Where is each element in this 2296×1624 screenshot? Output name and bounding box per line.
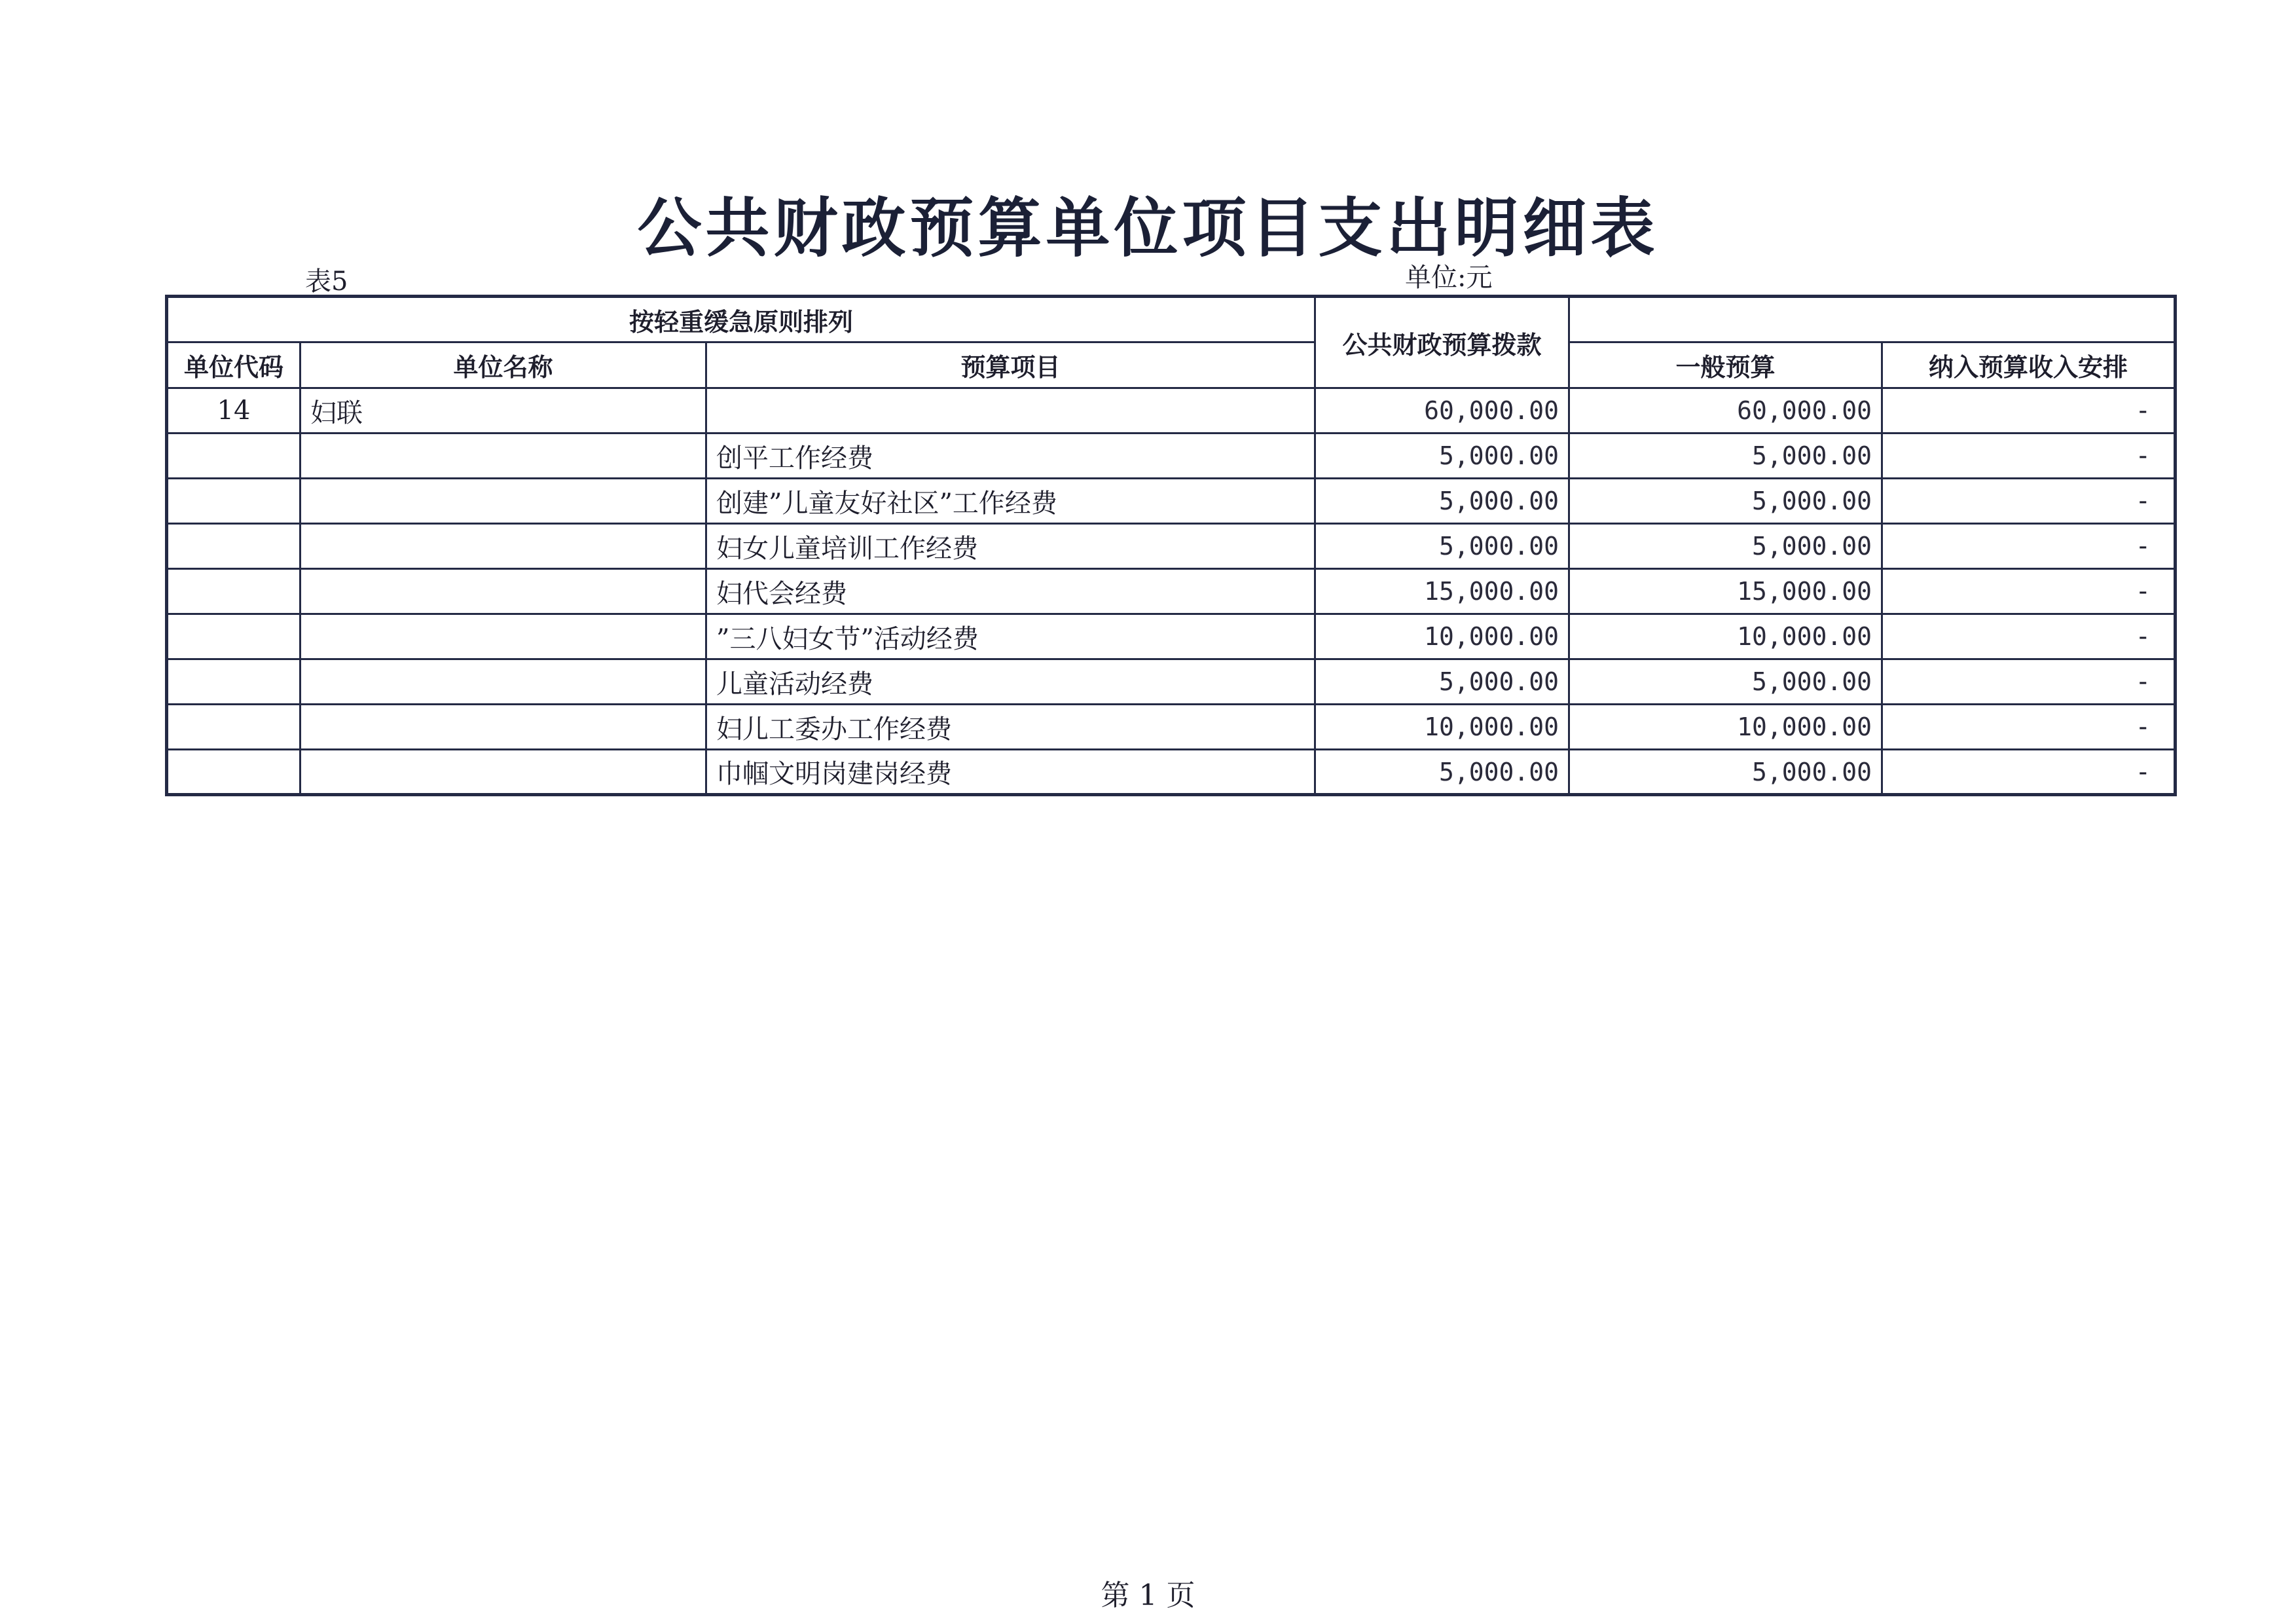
appropriation-cell: 5,000.00 xyxy=(1315,524,1569,569)
appropriation-cell: 5,000.00 xyxy=(1315,750,1569,795)
unit-name-cell xyxy=(301,750,706,795)
budget-item-cell: 创平工作经费 xyxy=(706,434,1315,479)
included-income-cell: - xyxy=(1882,388,2176,434)
budget-item-cell: 妇儿工委办工作经费 xyxy=(706,705,1315,750)
included-income-cell: - xyxy=(1882,569,2176,614)
unit-code-cell xyxy=(167,614,301,659)
appropriation-cell: 15,000.00 xyxy=(1315,569,1569,614)
unit-code-cell xyxy=(167,569,301,614)
budget-item-cell: ”三八妇女节”活动经费 xyxy=(706,614,1315,659)
table-row xyxy=(167,479,2176,524)
table-row xyxy=(167,524,2176,569)
appropriation-header: 公共财政预算拨款 xyxy=(1315,297,1569,388)
table-row xyxy=(167,569,2176,614)
unit-name-cell: 妇联 xyxy=(301,388,706,434)
unit-code-cell xyxy=(167,705,301,750)
unit-name-cell xyxy=(301,479,706,524)
budget-item-cell: 妇女儿童培训工作经费 xyxy=(706,524,1315,569)
budget-item-cell: 儿童活动经费 xyxy=(706,659,1315,705)
page-number: 第 1 页 xyxy=(1101,1579,1195,1612)
unit-name-header: 单位名称 xyxy=(301,342,706,388)
included-income-cell: - xyxy=(1882,659,2176,705)
appropriation-cell: 60,000.00 xyxy=(1315,388,1569,434)
page-title: 公共财政预算单位项目支出明细表 xyxy=(637,191,1659,266)
general-budget-header: 一般预算 xyxy=(1569,342,1882,388)
unit-code-cell: 14 xyxy=(167,388,301,434)
included-income-cell: - xyxy=(1882,524,2176,569)
general-budget-cell: 5,000.00 xyxy=(1569,750,1882,795)
general-budget-cell: 5,000.00 xyxy=(1569,659,1882,705)
included-income-header: 纳入预算收入安排 xyxy=(1882,342,2176,388)
included-income-cell: - xyxy=(1882,750,2176,795)
unit-name-cell xyxy=(301,434,706,479)
general-budget-cell: 10,000.00 xyxy=(1569,614,1882,659)
appropriation-cell: 10,000.00 xyxy=(1315,705,1569,750)
general-budget-cell: 60,000.00 xyxy=(1569,388,1882,434)
unit-name-cell xyxy=(301,524,706,569)
general-budget-cell: 5,000.00 xyxy=(1569,434,1882,479)
table-row xyxy=(167,705,2176,750)
general-budget-cell: 5,000.00 xyxy=(1569,479,1882,524)
budget-item-cell: 巾帼文明岗建岗经费 xyxy=(706,750,1315,795)
appropriation-cell: 10,000.00 xyxy=(1315,614,1569,659)
unit-name-cell xyxy=(301,705,706,750)
general-budget-cell: 10,000.00 xyxy=(1569,705,1882,750)
unit-code-cell xyxy=(167,434,301,479)
table-body xyxy=(167,388,2176,795)
budget-item-cell: 创建”儿童友好社区”工作经费 xyxy=(706,479,1315,524)
included-income-cell: - xyxy=(1882,614,2176,659)
included-income-cell: - xyxy=(1882,434,2176,479)
included-income-cell: - xyxy=(1882,705,2176,750)
header-row-1 xyxy=(167,297,2176,342)
general-budget-cell: 5,000.00 xyxy=(1569,524,1882,569)
table-row xyxy=(167,750,2176,795)
unit-code-cell xyxy=(167,750,301,795)
empty-header-cell xyxy=(1569,297,2176,342)
budget-table xyxy=(165,295,2177,796)
table-row xyxy=(167,614,2176,659)
appropriation-cell: 5,000.00 xyxy=(1315,659,1569,705)
unit-name-cell xyxy=(301,659,706,705)
budget-item-header: 预算项目 xyxy=(706,342,1315,388)
header-row-2 xyxy=(167,342,2176,388)
appropriation-cell: 5,000.00 xyxy=(1315,434,1569,479)
budget-item-cell: 妇代会经费 xyxy=(706,569,1315,614)
table-row xyxy=(167,388,2176,434)
unit-code-header: 单位代码 xyxy=(167,342,301,388)
unit-name-cell xyxy=(301,569,706,614)
appropriation-cell: 5,000.00 xyxy=(1315,479,1569,524)
table-number: 表5 xyxy=(305,267,348,297)
group-order-header: 按轻重缓急原则排列 xyxy=(167,297,1315,342)
unit-code-cell xyxy=(167,479,301,524)
table-row xyxy=(167,434,2176,479)
unit-label: 单位:元 xyxy=(1405,263,1493,293)
included-income-cell: - xyxy=(1882,479,2176,524)
table-row xyxy=(167,659,2176,705)
budget-item-cell xyxy=(706,388,1315,434)
unit-code-cell xyxy=(167,659,301,705)
unit-code-cell xyxy=(167,524,301,569)
general-budget-cell: 15,000.00 xyxy=(1569,569,1882,614)
unit-name-cell xyxy=(301,614,706,659)
